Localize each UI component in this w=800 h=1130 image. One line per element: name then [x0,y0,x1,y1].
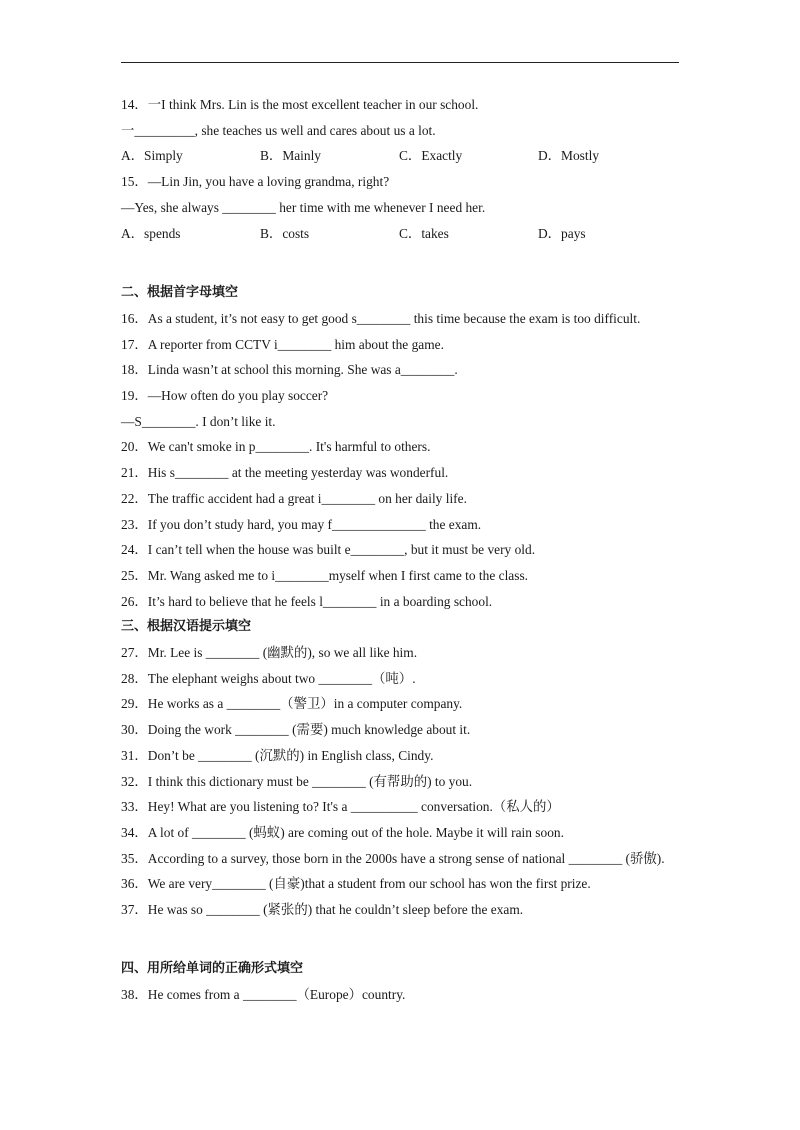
section-4 [121,956,681,1007]
question-line: 31．Don’t be ________ (沉默的) in English class, Cindy. [121,747,434,763]
option-d: D．pays [538,225,586,241]
option-c: C．Exactly [399,148,463,164]
option-b: B．costs [260,225,310,241]
option-a: A．Simply [121,148,183,164]
worksheet-content [121,92,681,1007]
question-line: 28．The elephant weighs about two ________（吨）. [121,670,416,686]
spacer [121,246,681,280]
question-15-reply: —Yes, she always ________ her time with me whenever I need her. [121,199,486,215]
question-line: 38．He comes from a ________（Europe）country. [121,986,406,1002]
question-line: 18．Linda wasn’t at school this morning. She was a________. [121,362,458,378]
question-line: 29．He works as a ________（警卫）in a computer company. [121,696,463,712]
question-15 [121,169,681,246]
question-line: 20．We can't smoke in p________. It's harmful to others. [121,439,431,455]
option-b: B．Mainly [260,148,322,164]
question-line: —S________. I don’t like it. [121,413,276,429]
section-heading: 四、用所给单词的正确形式填空 [121,960,304,976]
question-line: 26．It’s hard to believe that he feels l________ in a boarding school. [121,593,493,609]
question-line: 16．As a student, it’s not easy to get good s________ this time because the exam is too difficult. [121,310,641,326]
question-line: 32．I think this dictionary must be ________ (有帮助的) to you. [121,773,473,789]
section-2 [121,280,681,614]
section-3 [121,614,681,922]
option-d: D．Mostly [538,148,600,164]
option-c: C．takes [399,225,449,241]
question-line: 25．Mr. Wang asked me to i________myself when I first came to the class. [121,567,529,583]
question-line: 22．The traffic accident had a great i________ on her daily life. [121,490,467,506]
question-line: 17．A reporter from CCTV i________ him about the game. [121,336,444,352]
question-14-reply: 一_________, she teaches us well and cares about us a lot. [121,122,436,138]
question-15-stem: 15．—Lin Jin, you have a loving grandma, right? [121,174,390,190]
question-15-options [121,221,681,247]
question-14-stem: 14．一I think Mrs. Lin is the most excellent teacher in our school. [121,97,479,112]
question-line: 24．I can’t tell when the house was built e________, but it must be very old. [121,542,536,558]
question-line: 19．—How often do you play soccer? [121,388,329,404]
section-heading: 二、根据首字母填空 [121,285,239,301]
question-line: 34．A lot of ________ (蚂蚁) are coming out of the hole. Maybe it will rain soon. [121,824,564,840]
header-rule [121,62,679,63]
question-line: 21．His s________ at the meeting yesterday was wonderful. [121,465,449,481]
spacer [121,923,681,956]
question-line: 23．If you don’t study hard, you may f______________ the exam. [121,516,482,532]
question-line: 30．Doing the work ________ (需要) much knowledge about it. [121,722,471,738]
section-heading: 三、根据汉语提示填空 [121,619,252,635]
question-line: 27．Mr. Lee is ________ (幽默的), so we all like him. [121,645,418,661]
question-14 [121,92,681,169]
question-line: 37．He was so ________ (紧张的) that he couldn’t sleep before the exam. [121,902,524,918]
question-line: 35．According to a survey, those born in the 2000s have a strong sense of national ________ (骄傲). [121,850,665,866]
question-line: 36．We are very________ (自豪)that a student from our school has won the first prize. [121,876,591,892]
question-14-options [121,143,681,169]
question-line: 33．Hey! What are you listening to? It's a __________ conversation.（私人的） [121,799,560,815]
option-a: A．spends [121,225,181,241]
